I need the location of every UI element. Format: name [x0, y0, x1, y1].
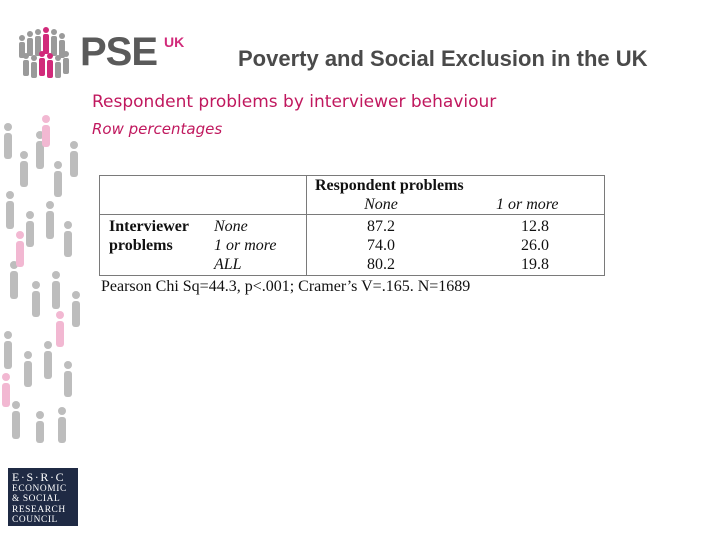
esrc-logo	[8, 468, 78, 526]
table-cell: 19.8	[521, 256, 549, 273]
esrc-line: & SOCIAL	[12, 494, 61, 505]
column-header-none: None	[364, 196, 398, 213]
pse-logo	[14, 24, 194, 84]
row-group-header: problems	[109, 237, 173, 254]
column-group-header: Respondent problems	[315, 177, 464, 194]
esrc-line: ECONOMIC	[12, 484, 67, 494]
table-cell: 80.2	[367, 256, 395, 273]
row-label: None	[214, 218, 248, 235]
table-cell: 12.8	[521, 218, 549, 235]
table-cell: 26.0	[521, 237, 549, 254]
table-divider-vertical	[306, 176, 307, 275]
row-label: 1 or more	[214, 237, 277, 254]
crosstab-table	[99, 175, 605, 276]
slide-subtitle: Row percentages	[92, 120, 223, 138]
logo-superscript: UK	[164, 34, 185, 50]
decorative-people-column-icon	[0, 115, 84, 445]
row-group-header: Interviewer	[109, 218, 189, 235]
column-header-1-or-more: 1 or more	[496, 196, 559, 213]
site-title: Poverty and Social Exclusion in the UK	[238, 46, 648, 71]
table-cell: 87.2	[367, 218, 395, 235]
esrc-line: RESEARCH	[12, 504, 66, 515]
esrc-line: COUNCIL	[12, 515, 58, 526]
table-cell: 74.0	[367, 237, 395, 254]
logo-wordmark: PSE	[80, 30, 158, 74]
table-footnote: Pearson Chi Sq=44.3, p<.001; Cramer’s V=.165. N=1689	[101, 278, 471, 295]
row-label: ALL	[214, 256, 242, 273]
pse-people-logo-icon	[14, 24, 76, 82]
esrc-acronym: E·S·R·C	[12, 470, 66, 484]
table-divider-horizontal	[100, 214, 604, 215]
slide-title: Respondent problems by interviewer behaviour	[92, 92, 497, 112]
